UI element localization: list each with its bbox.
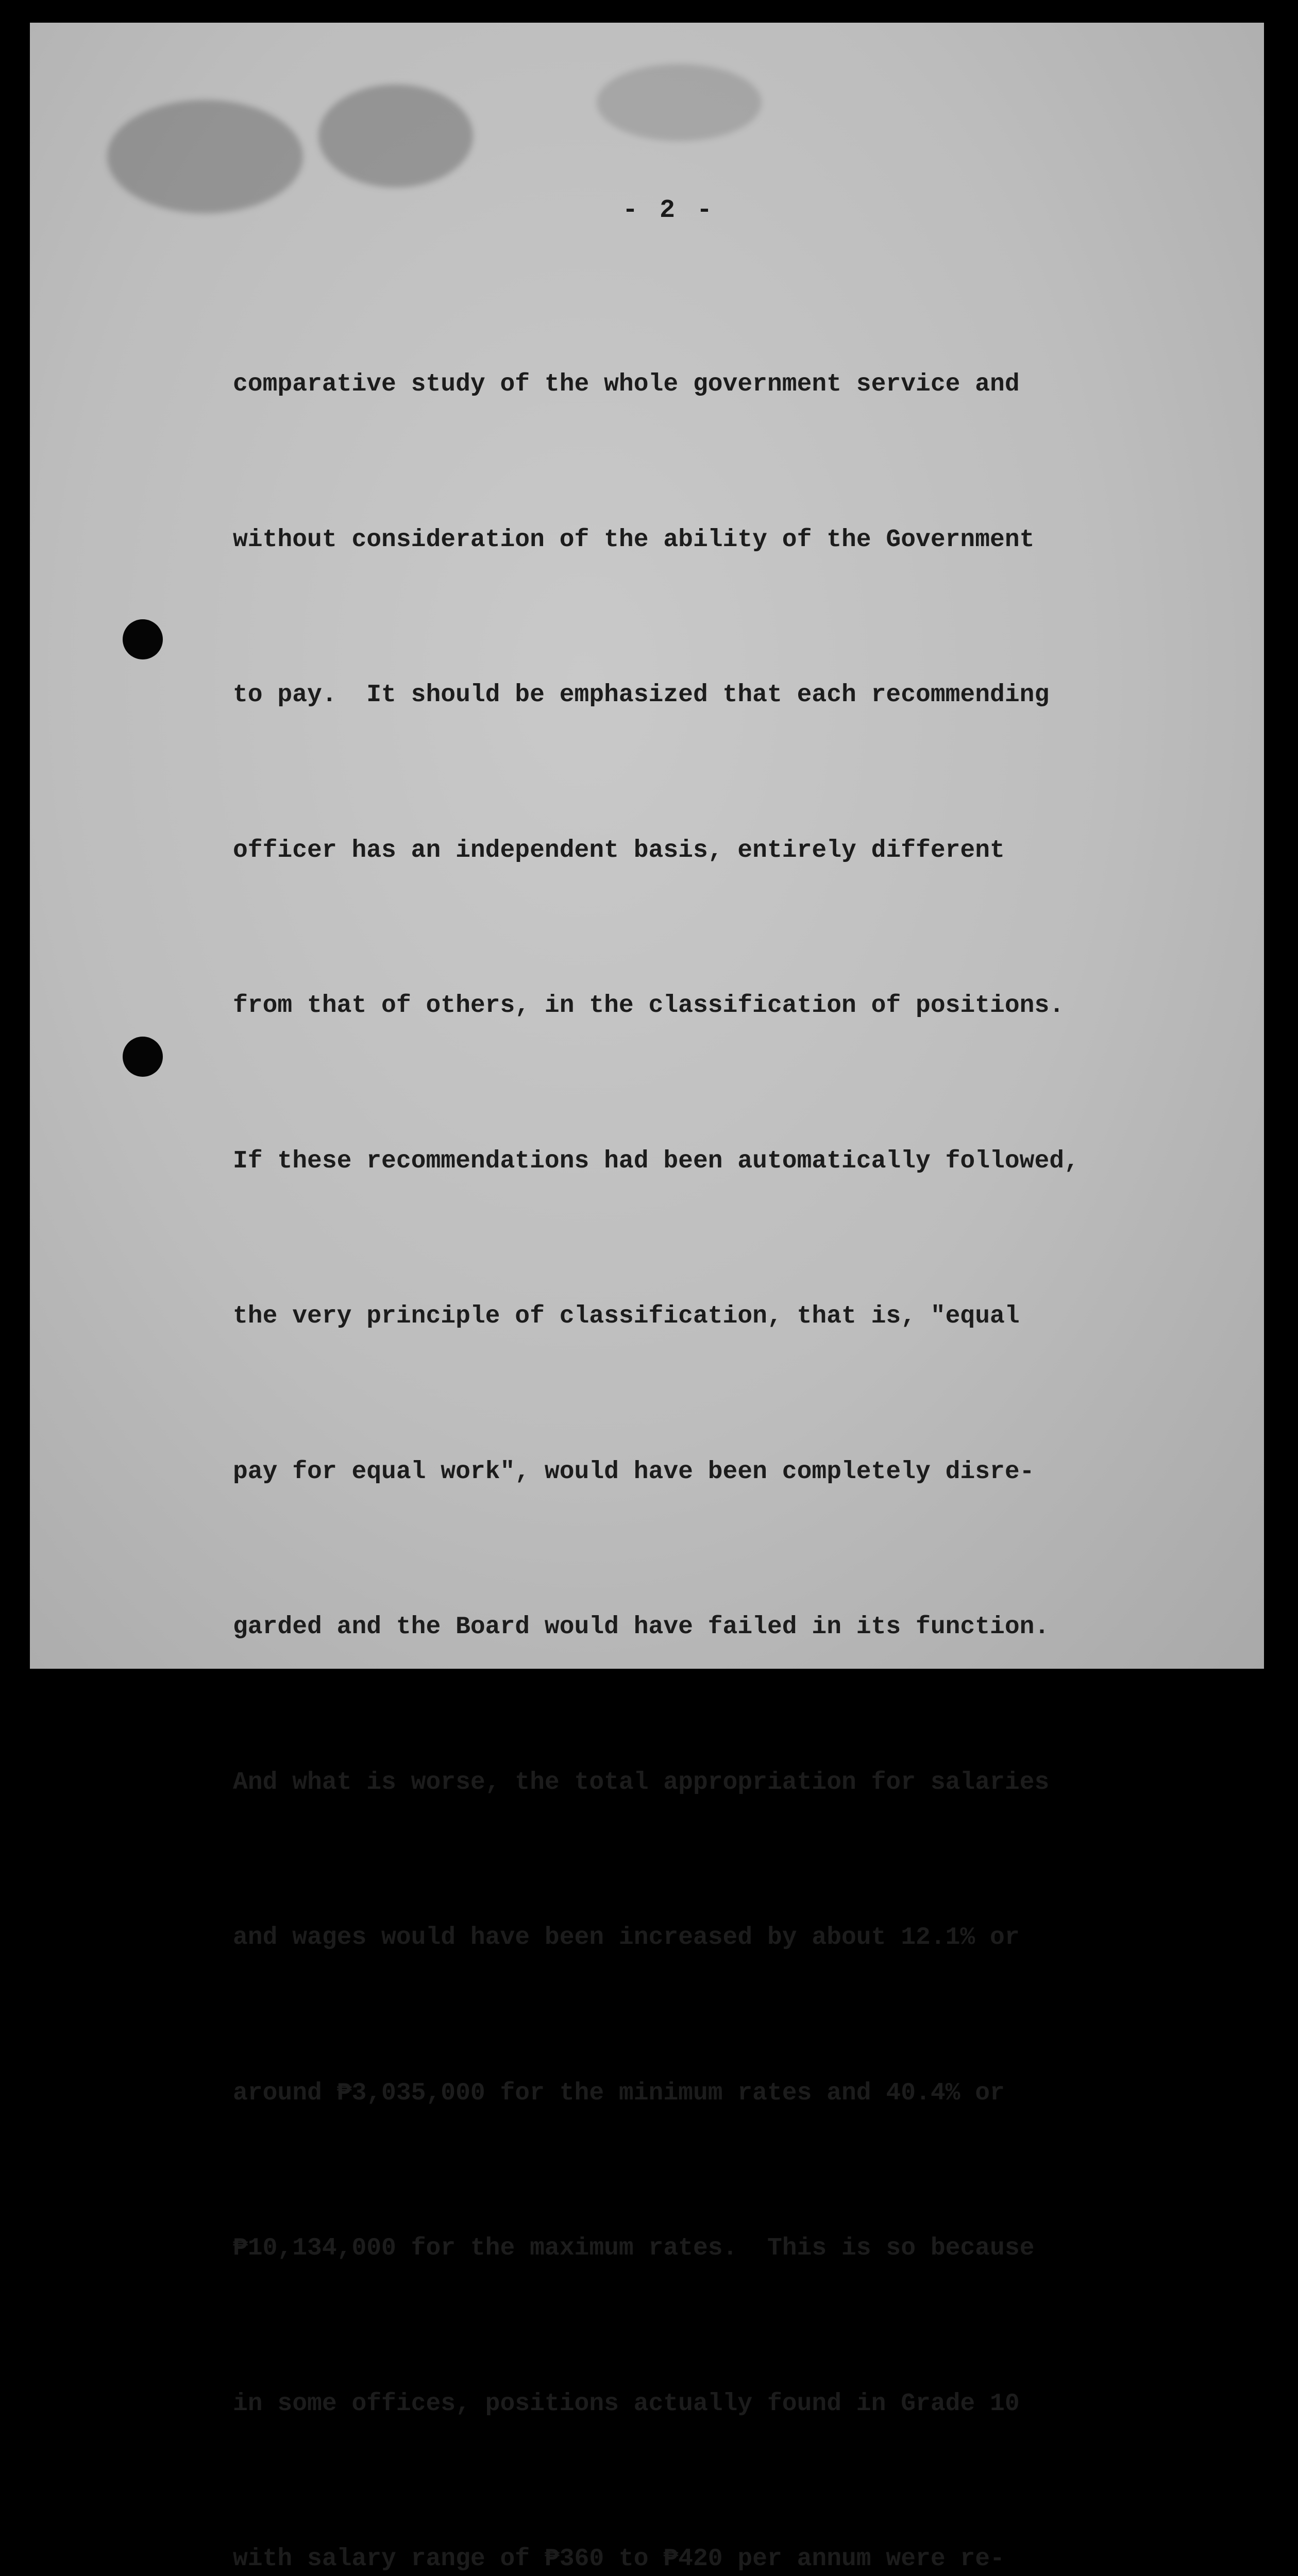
text-line: officer has an independent basis, entirely different (233, 836, 1005, 865)
text-line: the very principle of classification, that is, "equal (233, 1302, 1020, 1330)
binder-hole-top (123, 619, 163, 659)
text-line: pay for equal work", would have been completely disre- (233, 1458, 1035, 1486)
page-number: - 2 - (622, 196, 716, 225)
ink-smudge (318, 84, 473, 188)
text-line: around ₱3,035,000 for the minimum rates and 40.4% or (233, 2079, 1005, 2107)
binder-hole-bottom (123, 1037, 163, 1077)
text-line: And what is worse, the total appropriation for salaries (233, 1768, 1050, 1797)
ink-smudge (597, 64, 762, 141)
text-line: without consideration of the ability of the Government (233, 526, 1035, 554)
text-line: comparative study of the whole government service and (233, 370, 1020, 398)
text-line: and wages would have been increased by about 12.1% or (233, 1924, 1020, 1952)
text-line: garded and the Board would have failed in its function. (233, 1613, 1050, 1641)
text-line: in some offices, positions actually found in Grade 10 (233, 2389, 1020, 2418)
text-line: ₱10,134,000 for the maximum rates. This is so because (233, 2234, 1035, 2262)
text-line: If these recommendations had been automatically followed, (233, 1147, 1079, 1175)
ink-smudge (107, 100, 303, 213)
text-line: to pay. It should be emphasized that each recommending (233, 681, 1050, 709)
body-text (233, 255, 1176, 2576)
text-line: from that of others, in the classification of positions. (233, 992, 1065, 1020)
text-line: with salary range of ₱360 to ₱420 per annum were re- (233, 2545, 1005, 2573)
